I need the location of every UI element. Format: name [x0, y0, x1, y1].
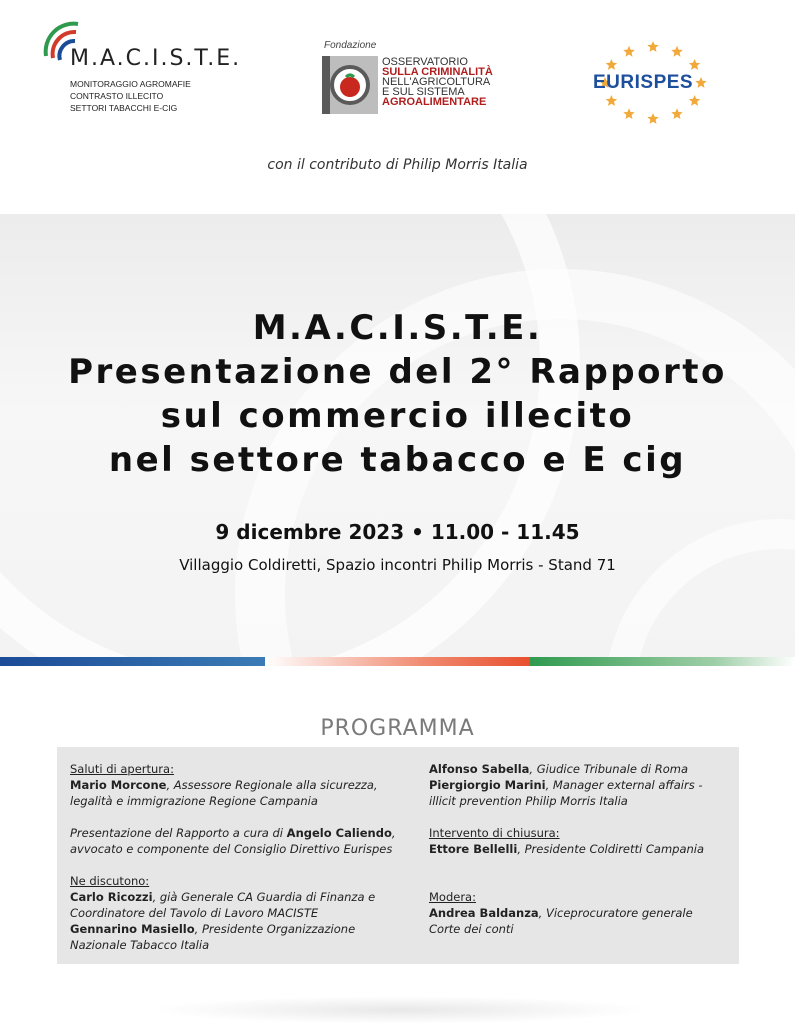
eurispes-star-mark	[689, 95, 700, 106]
panel-speaker	[429, 761, 729, 777]
closing-speaker	[429, 841, 729, 857]
tricolor-divider	[0, 657, 795, 666]
event-title-line: sul commercio illecito	[160, 396, 635, 436]
speaker-name: Gennarino Masiello	[70, 922, 195, 936]
moderator	[429, 905, 729, 921]
maciste-tagline-line: CONTRASTO ILLECITO	[70, 91, 164, 101]
maciste-tagline-line: MONITORAGGIO AGROMAFIE	[70, 79, 191, 89]
presentazione-text: Presentazione del Rapporto a cura di	[70, 826, 287, 840]
speaker-role: , Viceprocuratore generale	[538, 906, 693, 920]
discutono-label: Ne discutono:	[70, 874, 150, 888]
speaker-name: Ettore Bellelli	[429, 842, 518, 856]
event-location: Villaggio Coldiretti, Spazio incontri Philip Morris - Stand 71	[179, 556, 616, 574]
eurispes-star-mark	[647, 113, 658, 124]
maciste-tagline-line: SETTORI TABACCHI E-CIG	[70, 103, 178, 113]
hero-banner	[0, 214, 795, 657]
speaker-name: Alfonso Sabella	[429, 762, 530, 776]
maciste-tagline	[70, 78, 191, 114]
osservatorio-logo	[322, 40, 542, 120]
event-date-time: 9 dicembre 2023 • 11.00 - 11.45	[215, 520, 580, 544]
speaker-role: , Giudice Tribunale di Roma	[529, 762, 688, 776]
eurispes-star-mark	[623, 46, 634, 57]
programma-box	[57, 747, 739, 964]
osservatorio-line: AGROALIMENTARE	[382, 96, 487, 108]
divider-blue-segment	[0, 657, 265, 666]
panel-speaker	[70, 889, 400, 905]
speaker-role: Nazionale Tabacco Italia	[70, 938, 210, 952]
eurispes-star-mark	[689, 59, 700, 70]
speaker-role: , già Generale CA Guardia di Finanza e	[152, 890, 376, 904]
speaker-role: , Manager external affairs -	[545, 778, 703, 792]
eurispes-wordmark: EURISPES	[593, 72, 694, 93]
event-title-line: M.A.C.I.S.T.E.	[252, 308, 543, 348]
maciste-wordmark: M.A.C.I.S.T.E.	[70, 46, 242, 71]
osservatorio-fondazione-label: Fondazione	[324, 40, 377, 51]
presentazione-text: ,	[391, 826, 396, 840]
eurispes-star-mark	[623, 108, 634, 119]
sponsor-credit: con il contributo di Philip Morris Italia	[267, 157, 528, 173]
programma-left-column	[70, 761, 400, 953]
saluti-speaker	[70, 777, 400, 793]
speaker-role: Corte dei conti	[429, 922, 514, 936]
chiusura-label: Intervento di chiusura:	[429, 826, 560, 840]
speaker-role: Coordinatore del Tavolo di Lavoro MACISTE	[70, 906, 319, 920]
divider-red-segment	[265, 657, 530, 666]
osservatorio-name	[382, 57, 493, 107]
eurispes-star-mark	[606, 95, 617, 106]
eurispes-star-mark	[606, 59, 617, 70]
programma-right-column	[429, 761, 729, 937]
eurispes-star-mark	[671, 108, 682, 119]
speaker-name: Carlo Ricozzi	[70, 890, 153, 904]
speaker-role: legalità e immigrazione Regione Campania	[70, 794, 318, 808]
osservatorio-line: OSSERVATORIO	[382, 56, 468, 68]
divider-green-segment	[530, 657, 795, 666]
eurispes-star-mark	[671, 46, 682, 57]
osservatorio-line: SULLA CRIMINALITÀ	[382, 66, 493, 78]
osservatorio-line: E SUL SISTEMA	[382, 86, 465, 98]
saluti-label: Saluti di apertura:	[70, 762, 174, 776]
osservatorio-emblem-icon	[322, 56, 378, 114]
speaker-role: avvocato e componente del Consiglio Direttivo Eurispes	[70, 842, 393, 856]
speaker-name: Angelo Caliendo	[286, 826, 392, 840]
modera-label: Modera:	[429, 890, 476, 904]
maciste-logo	[40, 18, 240, 118]
speaker-role: , Presidente Coldiretti Campania	[517, 842, 705, 856]
event-title-line: Presentazione del 2° Rapporto	[68, 352, 727, 392]
panel-speaker	[70, 921, 400, 937]
event-title	[0, 306, 795, 482]
speaker-name: Mario Morcone	[70, 778, 167, 792]
bottom-fade-decoration	[150, 996, 650, 1024]
eurispes-logo	[588, 38, 718, 128]
speaker-name: Andrea Baldanza	[429, 906, 539, 920]
osservatorio-line: NELL'AGRICOLTURA	[382, 76, 491, 88]
speaker-role: , Presidente Organizzazione	[194, 922, 356, 936]
speaker-role: , Assessore Regionale alla sicurezza,	[166, 778, 378, 792]
speaker-role: illicit prevention Philip Morris Italia	[429, 794, 628, 808]
presentazione-item	[70, 825, 400, 841]
speaker-name: Piergiorgio Marini	[429, 778, 546, 792]
programma-heading: PROGRAMMA	[320, 716, 475, 741]
eurispes-star-mark	[647, 41, 658, 52]
event-title-line: nel settore tabacco e E cig	[108, 440, 687, 480]
panel-speaker	[429, 777, 729, 793]
eurispes-star-mark	[695, 77, 706, 88]
